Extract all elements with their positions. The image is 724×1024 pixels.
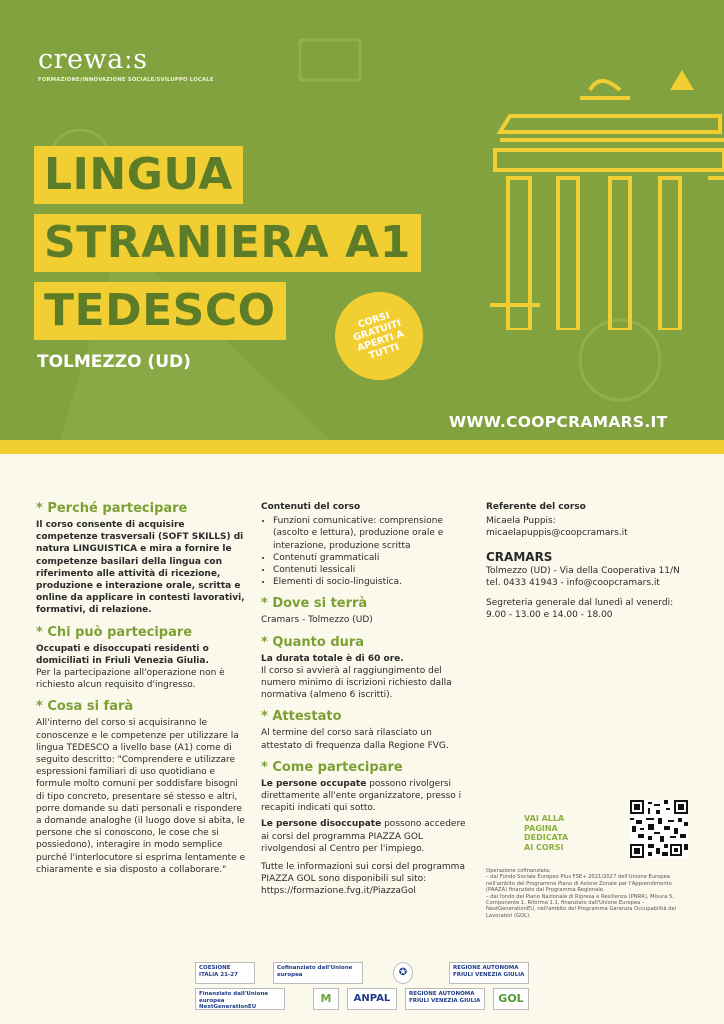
occupate-paragraph: [261, 778, 471, 815]
brandenburg-gate-icon: [480, 60, 724, 330]
dove-heading: * Dove si terrà: [261, 596, 368, 612]
quanto-heading: * Quanto dura: [261, 634, 365, 650]
logo-wordmark: crewaːs: [38, 44, 148, 75]
title-line-1: LINGUA: [34, 146, 243, 204]
disoccupate-label: Le persone disoccupate: [261, 819, 382, 830]
regione-fvg-logo-1: REGIONE AUTONOMA FRIULI VENEZIA GIULIA: [449, 962, 529, 984]
qr-label: VAI ALLA PAGINA DEDICATA AI CORSI: [524, 814, 569, 852]
cofinancing-note: Operazione cofinanziata: – dal Fondo Sociale Europeo Plus FSE+ 2021/2027 dell'Unione Europea nell'ambito del Programma Piano di Azione Zonale per l'Apprendimento (PAAZA) finanziato dal Programma Regionale. – dal fondo del Piano Nazionale di Ripresa e Resilienza (PNRR), Misura 5, Componente 1, Riforma 1.1, finanziato dall'Unione Europea – NextGenerationEU, nell'ambito del Programma Garanzia Occupabilità dei Lavoratori (GOL).: [486, 868, 677, 919]
segreteria-heading: Segreteria generale dal lunedì al venerdì:: [486, 598, 674, 609]
coesione-logo: COESIONE ITALIA 21-27: [195, 962, 255, 984]
anpal-logo: ANPAL: [347, 988, 397, 1010]
qr-code[interactable]: [630, 800, 688, 858]
occupate-text: possono rivolgersi direttamente all'ente organizzatore, presso i recapiti indicati qui sotto.: [261, 778, 462, 814]
chi-text: Per la partecipazione all'operazione non è richiesto alcun requisito d'ingresso.: [36, 668, 225, 691]
org-name: CRAMARS: [486, 549, 553, 564]
city-label: TOLMEZZO (UD): [37, 352, 191, 372]
italy-emblem-icon: ✪: [393, 962, 413, 984]
yellow-band: [0, 440, 724, 454]
attestato-text: Al termine del corso sarà rilasciato un attestato di frequenza dalla Regione FVG.: [261, 728, 449, 751]
referente-name: Micaela Puppis:: [486, 516, 556, 527]
attestato-heading: * Attestato: [261, 709, 342, 725]
segreteria-hours: 9.00 - 13.00 e 14.00 - 18.00: [486, 610, 613, 621]
occupate-label: Le persone occupate: [261, 778, 367, 789]
eu-cofinanced-logo: Cofinanziato dall'Unione europea: [273, 962, 363, 984]
hero-banner: [0, 0, 724, 448]
ministry-logo-icon: M: [313, 988, 339, 1010]
quanto-text-bold: La durata totale è di 60 ore.: [261, 653, 404, 664]
regione-fvg-logo-2: REGIONE AUTONOMA FRIULI VENEZIA GIULIA: [405, 988, 485, 1010]
logo-tagline: FORMAZIONE/INNOVAZIONE SOCIALE/SVILUPPO LOCALE: [38, 77, 214, 83]
right-column: [486, 501, 696, 621]
eu-nextgen-logo: Finanziato dall'Unione europea NextGenerationEU: [195, 988, 285, 1010]
badge-text: CORSI GRATUITI APERTI A TUTTI: [352, 310, 406, 362]
quanto-text: Il corso si avvierà al raggiungimento del numero minimo di iscrizioni richiesto dalla normativa (almeno 6 iscritti).: [261, 665, 452, 701]
middle-column: [261, 501, 471, 902]
list-item: • Contenuti grammaticali: [273, 552, 471, 564]
dove-text: Cramars - Tolmezzo (UD): [261, 615, 373, 626]
info-text[interactable]: Tutte le informazioni sui corsi del programma PIAZZA GOL sono disponibili sul sito: https://formazione.fvg.it/PiazzaGol: [261, 862, 465, 897]
referente-heading: Referente del corso: [486, 502, 586, 512]
perche-heading: * Perché partecipare: [36, 501, 188, 516]
cramars-logo: [38, 46, 214, 83]
title-line-2: STRANIERA A1: [34, 214, 421, 272]
list-item: • Elementi di socio-linguistica.: [273, 576, 471, 588]
contenuti-heading: Contenuti del corso: [261, 502, 361, 512]
website-link[interactable]: WWW.COOPCRAMARS.IT: [449, 413, 668, 431]
chi-heading: * Chi può partecipare: [36, 624, 193, 640]
cosa-heading: * Cosa si farà: [36, 699, 134, 715]
contenuti-list: [261, 515, 471, 588]
perche-text: Il corso consente di acquisire competenze trasversali (SOFT SKILLS) di natura LINGUISTICA e mira a fornire le competenze basilari della lingua con riferimento alle attività di ricezione, produzione e interazione orale, scritta e online da applicare in contesti lavorativi, formativi, di relazione.: [36, 520, 245, 616]
referente-email[interactable]: micaelapuppis@coopcramars.it: [486, 528, 628, 539]
left-column: [36, 501, 248, 880]
org-contacts[interactable]: tel. 0433 41943 - info@coopcramars.it: [486, 577, 660, 588]
come-heading: * Come partecipare: [261, 759, 403, 775]
disoccupate-paragraph: [261, 818, 471, 855]
chi-text-bold: Occupati e disoccupati residenti o domiciliati in Friuli Venezia Giulia.: [36, 643, 209, 666]
cosa-text: All'interno del corso si acquisiranno le conoscenze e le competenze per utilizzare la lingua TEDESCO a livello base (A1) come di seguito descritto: "Comprendere e utilizzare espressioni familiari di uso quotidiano e formule molto comuni per soddisfare bisogni di tipo concreto, presentare sé stesso e altri, porre domande su dati personali e rispondere a domande analoghe (il luogo dove si abita, le persone che si conoscono, le cose che si possiedono), interagire in modo semplice purché l'interlocutore si esprima lentamente e chiaramente e sia disposto a collaborare.": [36, 718, 246, 875]
gol-logo: GOL: [493, 988, 529, 1010]
list-item: • Funzioni comunicative: comprensione (ascolto e lettura), produzione orale e interazione, produzione scritta: [273, 515, 471, 552]
title-line-3: TEDESCO: [34, 282, 286, 340]
list-item: • Contenuti lessicali: [273, 564, 471, 576]
org-address: Tolmezzo (UD) - Via della Cooperativa 11/N: [486, 565, 680, 576]
disoccupate-text: possono accedere ai corsi del programma PIAZZA GOL rivolgendosi al Centro per l'impiego.: [261, 819, 466, 854]
